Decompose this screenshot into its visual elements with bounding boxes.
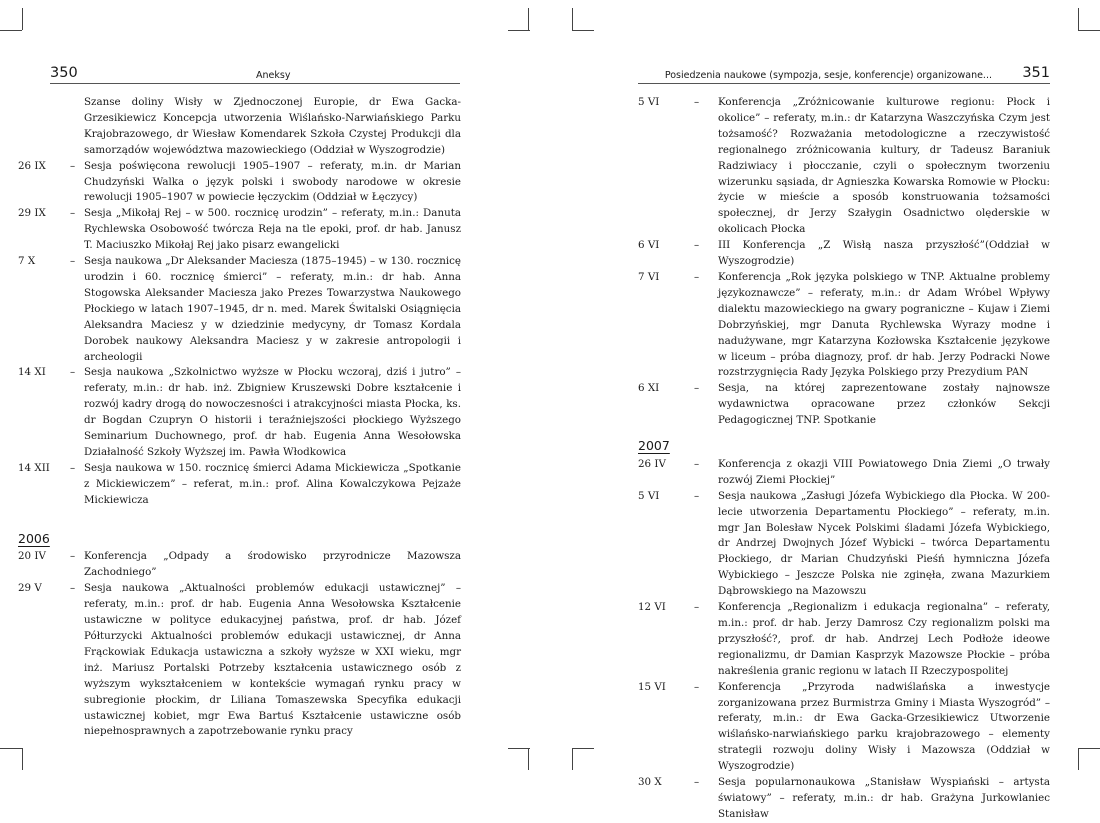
year-heading: 2006	[18, 530, 50, 546]
entry-text: Konferencja „Zróżnicowanie kulturowe regionu: Płock i okolice” – referaty, m.in.: dr Katarzyna Waszczyńska Czym jest tożsamość? Rozważania metodologiczne a rzeczywistość regionalnego zróżnicowania kultury, dr Tadeusz Baraniuk Radziwiacy i płocczanie, czyli o społecznym tworzeniu wizerunku sąsiada, dr Agnieszka Kowarska Romowie w Płocku: życie w mieście a sposób konstruowania tożsamości społecznej, dr Jerzy Szałygin Osadnictwo olęderskie w okolicach Płocka	[718, 96, 1050, 236]
entry-text: III Konferencja „Z Wisłą nasza przyszłość”(Oddział w Wyszogrodzie)	[718, 239, 1050, 268]
entry-text: Sesja naukowa „Dr Aleksander Maciesza (1875–1945) – w 130. rocznicę urodzin i 60. rocznicę śmierci” – referaty, m.in.: dr hab. Anna Stogowska Aleksander Maciesza jako Prezes Towarzystwa Naukowego Płockiego w latach 1907–1945, dr n. med. Marek Świtalski Osiągnięcia Aleksandra Maciesz y w dziedzinie medycyny, dr Tomasz Kordala Dorobek naukowy Aleksandra Maciesz y w zakresie antropologii i archeologii	[84, 255, 461, 363]
list-item	[638, 95, 1050, 238]
entry-list	[18, 159, 461, 509]
entry-date: 14 XII	[18, 461, 50, 474]
entry-dash: –	[694, 96, 700, 108]
list-item	[18, 206, 461, 254]
entry-text: Sesja, na której zaprezentowane zostały najnowsze wydawnictwa opracowane przez członków Sekcji Pedagogicznej TNP. Spotkanie	[718, 382, 1050, 427]
entry-dash: –	[70, 366, 76, 379]
list-item	[18, 254, 461, 365]
entry-dash: –	[70, 582, 76, 595]
entry-dash: –	[694, 601, 700, 614]
list-item	[638, 680, 1050, 775]
list-item	[18, 159, 461, 207]
entry-dash: –	[694, 270, 700, 283]
entry-text: Sesja naukowa w 150. rocznicę śmierci Adama Mickiewicza „Spotkanie z Mickiewiczem” – referat, m.in.: prof. Alina Kowalczykowa Pejzaże Mickiewicza	[84, 461, 461, 506]
entry-text: Sesja poświęcona rewolucji 1905–1907 – referaty, m.in. dr Marian Chudzyński Walka o język polski i swobody narodowe w okresie rewolucji 1905–1907 w powiecie łęczyckim (Oddział w Łęczycy)	[84, 159, 461, 204]
list-item	[638, 270, 1050, 381]
entry-text: Sesja naukowa „Zasługi Józefa Wybickiego dla Płocka. W 200-lecie utworzenia Departamentu Płockiego” – referaty, m.in. mgr Jan Bolesław Nycek Polskimi śladami Józefa Wybickiego, dr Andrzej Dwojnych Józef Wybicki – twórca Departamentu Płockiego, dr Marian Chudzyński Pieśń hymniczna Józefa Wybickiego – Jeszcze Polska nie zginęła, zwana Mazurkiem Dąbrowskiego na Mazowszu	[718, 489, 1050, 598]
entry-date: 5 VI	[638, 489, 660, 502]
list-item	[638, 600, 1050, 680]
entry-date: 7 X	[18, 255, 36, 268]
entry-dash: –	[694, 239, 700, 252]
entry-date: 5 VI	[638, 96, 660, 108]
entry-text: Sesja naukowa „Szkolnictwo wyższe w Płocku wczoraj, dziś i jutro” – referaty, m.in.: dr hab. inż. Zbigniew Kruszewski Dobre kształcenie i rozwój kadry drogą do nowoczesności i atrakcyjności miasta Płocka, ks. dr Bogdan Czupryn O historii i teraźniejszości płockiego Wyższego Seminarium Duchownego, prof. dr hab. Eugenia Anna Wesołowska Działalność Szkoły Wyższej im. Pawła Włodkowica	[84, 366, 461, 458]
entry-dash: –	[70, 461, 76, 474]
entry-text: Konferencja z okazji VIII Powiatowego Dnia Ziemi „O trwały rozwój Ziemi Płockiej”	[718, 457, 1050, 486]
entry-text: Sesja naukowa „Aktualności problemów edukacji ustawicznej” – referaty, m.in.: prof. dr hab. Eugenia Anna Wesołowska Kształcenie ustawiczne w polityce edukacyjnej państwa, prof. dr hab. Józef Półturzycki Aktualności problemów edukacji ustawicznej, dr Anna Frąckowiak Edukacja ustawiczna a szkoły wyższe w XXI wieku, mgr inż. Mariusz Portalski Potrzeby kształcenia ustawicznego osób z wyższym wykształceniem w kontekście wymagań rynku pracy w subregionie płockim, dr Liliana Tomaszewska Specyfika edukacji ustawicznej kobiet, mgr Ewa Bartuś Kształcenie ustawiczne osób niepełnosprawnych a zapotrzebowanie rynku pracy	[84, 582, 461, 738]
entry-text: Sesja popularnonaukowa „Stanisław Wyspiański – artysta światowy” – referaty, m.in.: dr hab. Grażyna Jurkowlaniec Stanisław	[718, 776, 1050, 820]
header-rule	[50, 83, 460, 84]
entry-list	[18, 549, 461, 740]
entry-dash: –	[694, 776, 700, 789]
entry-date: 30 X	[638, 776, 662, 789]
list-item	[638, 489, 1050, 600]
page-number: 350	[50, 65, 78, 81]
entry-date: 15 VI	[638, 680, 666, 693]
header-rule	[638, 83, 1050, 84]
entry-date: 20 IV	[18, 550, 46, 563]
entry-date: 29 V	[18, 582, 42, 595]
entry-dash: –	[70, 207, 76, 220]
list-item	[638, 238, 1050, 270]
list-item	[638, 457, 1050, 489]
entry-date: 6 VI	[638, 239, 660, 252]
entry-date: 6 XI	[638, 382, 660, 395]
entry-dash: –	[694, 457, 700, 470]
running-head: Aneksy	[256, 70, 291, 81]
entry-list	[638, 457, 1050, 823]
entry-dash: –	[70, 255, 76, 268]
page-header	[50, 62, 460, 84]
entry-dash: –	[694, 680, 700, 693]
entry-text: Konferencja „Regionalizm i edukacja regionalna” – referaty, m.in.: prof. dr hab. Jerzy Damrosz Czy regionalizm polski ma przyszłość?, prof. dr hab. Andrzej Lech Podłoże ideowe regionalizmu, dr Damian Kasprzyk Mazowsze Płockie – próba nakreślenia granic regionu w latach II Rzeczypospolitej	[718, 601, 1050, 677]
running-head: Posiedzenia naukowe (sympozja, sesje, konferencje) organizowane...	[664, 70, 992, 81]
entry-dash: –	[70, 159, 76, 172]
entry-date: 26 IX	[18, 159, 46, 172]
page-body	[18, 95, 461, 740]
entry-text: Konferencja „Rok języka polskiego w TNP. Aktualne problemy językoznawcze” – referaty, m.in.: dr Adam Wróbel Wpływy dialektu mazowieckiego na gwary pograniczne – Kujaw i Ziemi Dobrzyńskiej, mgr Danuta Rychlewska Wyrazy modne i nadużywane, mgr Katarzyna Kozłowska Kształcenie językowe w liceum – próba diagnozy, prof. dr hab. Jerzy Podracki Nowe rozstrzygnięcia Rady Języka Polskiego przy Prezydium PAN	[718, 270, 1050, 379]
entry-text: Konferencja „Przyroda nadwiślańska a inwestycje zorganizowana przez Burmistrza Gminy i Miasta Wyszogród” – referaty, m.in.: dr Ewa Gacka-Grzesikiewicz Utworzenie wiślańsko-narwiańskiego parku krajobrazowego – elementy strategii rozwoju doliny Wisły i Mazowsza (Oddział w Wyszogrodzie)	[718, 680, 1050, 773]
entry-dash: –	[694, 489, 700, 502]
entry-date: 29 IX	[18, 207, 46, 220]
entry-list	[638, 95, 1050, 429]
list-item	[18, 581, 461, 740]
continuation-text: Szanse doliny Wisły w Zjednoczonej Europie, dr Ewa Gacka-Grzesikiewicz Koncepcja utworzenia Wiślańsko-Narwiańskiego Parku Krajobrazowego, dr Wiesław Komendarek Szkoła Czystej Produkcji dla samorządów województwa mazowieckiego (Oddział w Wyszogrodzie)	[84, 96, 461, 156]
entry-date: 14 XI	[18, 366, 46, 379]
entry-date: 26 IV	[638, 457, 666, 470]
list-item	[638, 381, 1050, 429]
list-item	[18, 365, 461, 460]
entry-dash: –	[694, 382, 700, 395]
year-heading: 2007	[638, 438, 670, 454]
entry-date: 12 VI	[638, 601, 666, 614]
entry-dash: –	[70, 550, 76, 563]
list-item	[18, 461, 461, 509]
page-body	[638, 95, 1050, 823]
page-number: 351	[1022, 65, 1050, 81]
entry-text: Konferencja „Odpady a środowisko przyrodnicze Mazowsza Zachodniego”	[84, 550, 461, 579]
list-item	[638, 775, 1050, 823]
entry-text: Sesja „Mikołaj Rej – w 500. rocznicę urodzin” – referaty, m.in.: Danuta Rychlewska Osobowość twórcza Reja na tle epoki, prof. dr hab. Janusz T. Maciuszko Mikołaj Rej jako pisarz ewangelicki	[84, 207, 461, 252]
right-page	[570, 0, 1100, 820]
page-header	[638, 62, 1050, 84]
left-page	[0, 0, 530, 778]
list-item	[18, 549, 461, 581]
entry-date: 7 VI	[638, 270, 660, 283]
